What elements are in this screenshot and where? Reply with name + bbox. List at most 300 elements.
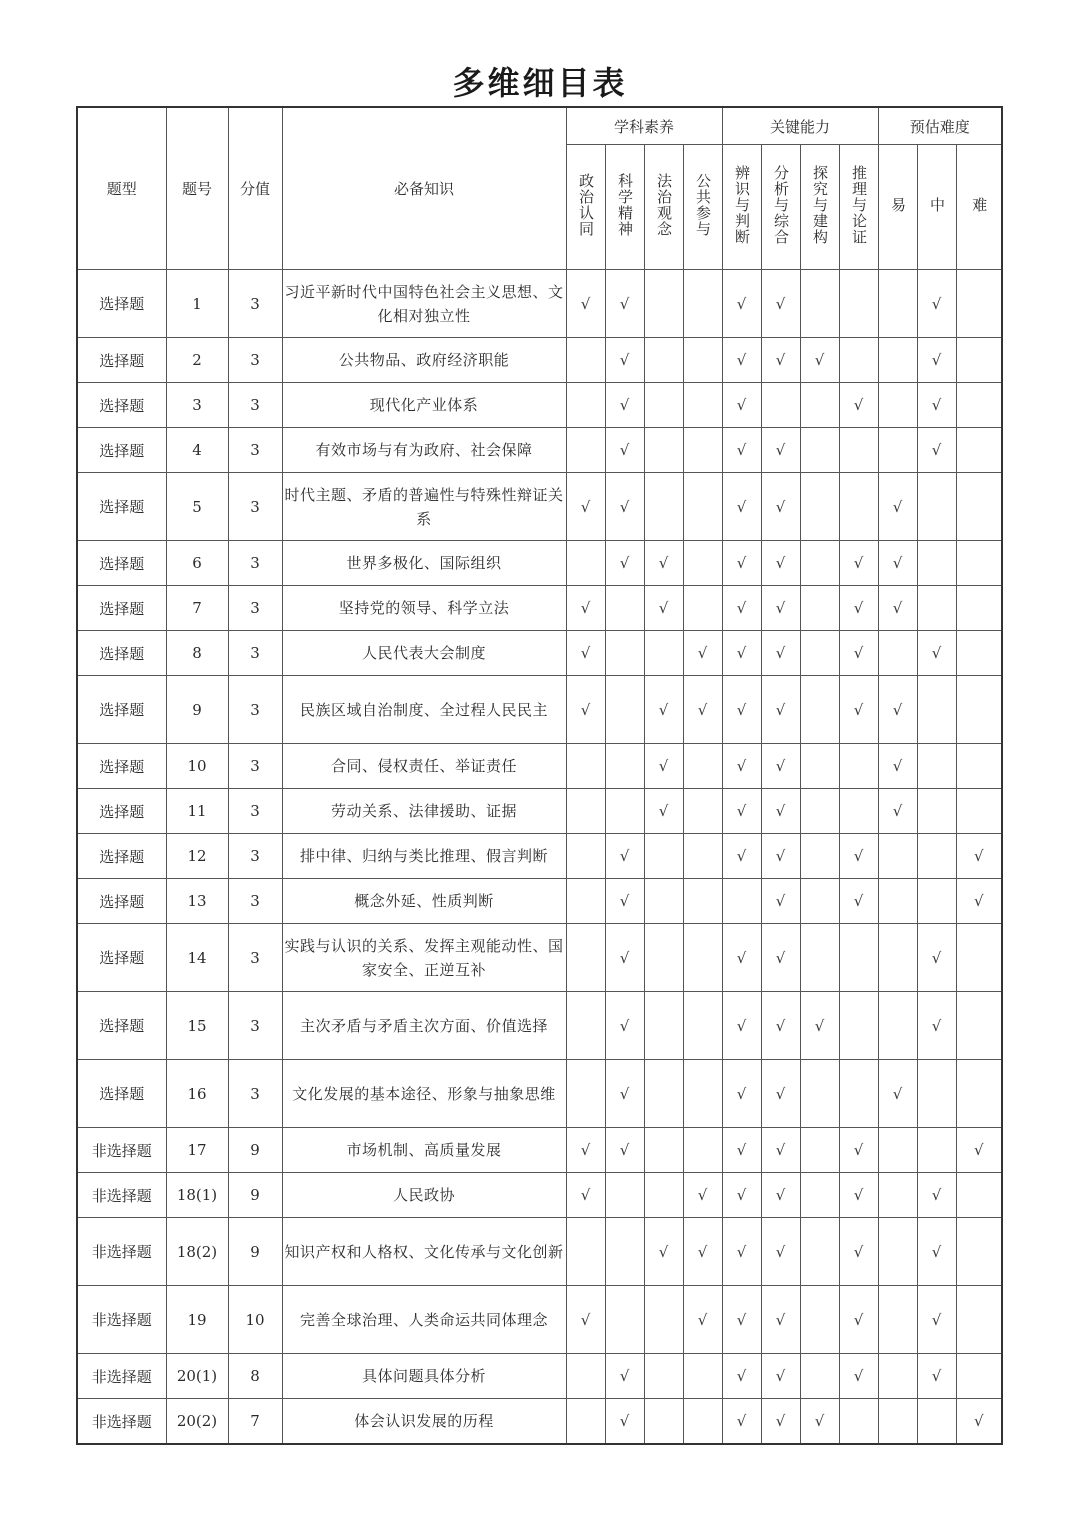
empty-cell xyxy=(644,834,683,879)
table-row xyxy=(77,1060,1002,1128)
type-cell: 选择题 xyxy=(77,631,166,676)
subheader-label: 推理与论证 xyxy=(850,165,869,245)
table-row xyxy=(77,992,1002,1060)
score-cell: 3 xyxy=(228,541,282,586)
number-cell: 3 xyxy=(166,383,228,428)
empty-cell xyxy=(566,879,605,924)
check-mark-cell: √ xyxy=(683,631,722,676)
type-cell: 选择题 xyxy=(77,879,166,924)
empty-cell xyxy=(878,1218,917,1286)
check-mark-cell: √ xyxy=(683,1286,722,1354)
empty-cell xyxy=(956,1354,1002,1399)
knowledge-cell: 实践与认识的关系、发挥主观能动性、国家安全、正逆互补 xyxy=(282,924,566,992)
type-cell: 非选择题 xyxy=(77,1173,166,1218)
empty-cell xyxy=(644,1173,683,1218)
empty-cell xyxy=(956,631,1002,676)
check-mark-cell: √ xyxy=(878,541,917,586)
empty-cell xyxy=(839,1060,878,1128)
check-mark-cell: √ xyxy=(917,428,956,473)
table-row xyxy=(77,1218,1002,1286)
empty-cell xyxy=(878,879,917,924)
check-mark-cell: √ xyxy=(683,1218,722,1286)
table-row xyxy=(77,834,1002,879)
empty-cell xyxy=(878,270,917,338)
empty-cell xyxy=(839,270,878,338)
check-mark-cell: √ xyxy=(722,1060,761,1128)
check-mark-cell: √ xyxy=(644,541,683,586)
check-mark-cell: √ xyxy=(605,541,644,586)
empty-cell xyxy=(644,428,683,473)
check-mark-cell: √ xyxy=(644,789,683,834)
check-mark-cell: √ xyxy=(722,924,761,992)
knowledge-cell: 人民政协 xyxy=(282,1173,566,1218)
check-mark-cell: √ xyxy=(761,631,800,676)
type-cell: 选择题 xyxy=(77,541,166,586)
check-mark-cell: √ xyxy=(917,992,956,1060)
empty-cell xyxy=(566,383,605,428)
check-mark-cell: √ xyxy=(761,1128,800,1173)
check-mark-cell: √ xyxy=(878,1060,917,1128)
empty-cell xyxy=(800,631,839,676)
score-cell: 8 xyxy=(228,1354,282,1399)
knowledge-cell: 知识产权和人格权、文化传承与文化创新 xyxy=(282,1218,566,1286)
empty-cell xyxy=(800,789,839,834)
check-mark-cell: √ xyxy=(566,270,605,338)
empty-cell xyxy=(956,586,1002,631)
check-mark-cell: √ xyxy=(566,631,605,676)
empty-cell xyxy=(956,744,1002,789)
check-mark-cell: √ xyxy=(605,1399,644,1445)
type-cell: 选择题 xyxy=(77,992,166,1060)
check-mark-cell: √ xyxy=(800,338,839,383)
number-cell: 8 xyxy=(166,631,228,676)
check-mark-cell: √ xyxy=(839,1218,878,1286)
check-mark-cell: √ xyxy=(722,383,761,428)
score-cell: 3 xyxy=(228,744,282,789)
check-mark-cell: √ xyxy=(761,586,800,631)
table-row xyxy=(77,541,1002,586)
score-cell: 3 xyxy=(228,270,282,338)
check-mark-cell: √ xyxy=(917,631,956,676)
header-group-difficulty: 预估难度 xyxy=(878,107,1002,145)
knowledge-cell: 人民代表大会制度 xyxy=(282,631,566,676)
check-mark-cell: √ xyxy=(917,1354,956,1399)
check-mark-cell: √ xyxy=(839,1354,878,1399)
table-row xyxy=(77,1173,1002,1218)
empty-cell xyxy=(644,1286,683,1354)
empty-cell xyxy=(800,676,839,744)
number-cell: 12 xyxy=(166,834,228,879)
empty-cell xyxy=(605,789,644,834)
empty-cell xyxy=(800,1128,839,1173)
check-mark-cell: √ xyxy=(800,992,839,1060)
empty-cell xyxy=(605,744,644,789)
check-mark-cell: √ xyxy=(644,676,683,744)
check-mark-cell: √ xyxy=(722,338,761,383)
empty-cell xyxy=(917,879,956,924)
knowledge-cell: 时代主题、矛盾的普遍性与特殊性辩证关系 xyxy=(282,473,566,541)
empty-cell xyxy=(917,1399,956,1445)
table-body xyxy=(77,270,1002,1445)
check-mark-cell: √ xyxy=(839,1286,878,1354)
check-mark-cell: √ xyxy=(761,834,800,879)
check-mark-cell: √ xyxy=(605,1128,644,1173)
empty-cell xyxy=(839,744,878,789)
empty-cell xyxy=(683,270,722,338)
empty-cell xyxy=(956,789,1002,834)
empty-cell xyxy=(800,879,839,924)
empty-cell xyxy=(683,338,722,383)
empty-cell xyxy=(605,1173,644,1218)
empty-cell xyxy=(566,1218,605,1286)
check-mark-cell: √ xyxy=(605,338,644,383)
check-mark-cell: √ xyxy=(917,1218,956,1286)
number-cell: 10 xyxy=(166,744,228,789)
check-mark-cell: √ xyxy=(761,744,800,789)
empty-cell xyxy=(566,789,605,834)
empty-cell xyxy=(878,631,917,676)
check-mark-cell: √ xyxy=(917,383,956,428)
check-mark-cell: √ xyxy=(605,473,644,541)
check-mark-cell: √ xyxy=(566,473,605,541)
empty-cell xyxy=(839,338,878,383)
empty-cell xyxy=(605,1218,644,1286)
table-row xyxy=(77,473,1002,541)
table-row xyxy=(77,383,1002,428)
check-mark-cell: √ xyxy=(878,586,917,631)
empty-cell xyxy=(683,541,722,586)
empty-cell xyxy=(839,1399,878,1445)
type-cell: 非选择题 xyxy=(77,1354,166,1399)
subheader-cell xyxy=(800,145,839,270)
knowledge-cell: 具体问题具体分析 xyxy=(282,1354,566,1399)
number-cell: 19 xyxy=(166,1286,228,1354)
empty-cell xyxy=(605,676,644,744)
table-row xyxy=(77,1354,1002,1399)
empty-cell xyxy=(800,541,839,586)
empty-cell xyxy=(800,473,839,541)
check-mark-cell: √ xyxy=(917,338,956,383)
check-mark-cell: √ xyxy=(605,924,644,992)
check-mark-cell: √ xyxy=(722,631,761,676)
subheader-cell xyxy=(839,145,878,270)
empty-cell xyxy=(605,586,644,631)
table-row xyxy=(77,428,1002,473)
empty-cell xyxy=(956,1173,1002,1218)
check-mark-cell: √ xyxy=(722,1399,761,1445)
empty-cell xyxy=(644,1060,683,1128)
check-mark-cell: √ xyxy=(722,1354,761,1399)
number-cell: 4 xyxy=(166,428,228,473)
empty-cell xyxy=(800,744,839,789)
empty-cell xyxy=(566,338,605,383)
empty-cell xyxy=(566,834,605,879)
check-mark-cell: √ xyxy=(878,676,917,744)
subheader-cell xyxy=(683,145,722,270)
table-row xyxy=(77,924,1002,992)
check-mark-cell: √ xyxy=(761,1286,800,1354)
empty-cell xyxy=(683,428,722,473)
check-mark-cell: √ xyxy=(839,383,878,428)
empty-cell xyxy=(683,992,722,1060)
empty-cell xyxy=(644,270,683,338)
score-cell: 3 xyxy=(228,428,282,473)
subheader-cell xyxy=(917,145,956,270)
check-mark-cell: √ xyxy=(722,473,761,541)
empty-cell xyxy=(956,428,1002,473)
empty-cell xyxy=(644,1128,683,1173)
score-cell: 9 xyxy=(228,1173,282,1218)
check-mark-cell: √ xyxy=(683,676,722,744)
check-mark-cell: √ xyxy=(839,676,878,744)
empty-cell xyxy=(917,1060,956,1128)
check-mark-cell: √ xyxy=(917,270,956,338)
table-row xyxy=(77,1399,1002,1445)
empty-cell xyxy=(683,834,722,879)
empty-cell xyxy=(644,473,683,541)
type-cell: 选择题 xyxy=(77,586,166,631)
check-mark-cell: √ xyxy=(761,1173,800,1218)
check-mark-cell: √ xyxy=(839,1128,878,1173)
empty-cell xyxy=(800,1354,839,1399)
number-cell: 1 xyxy=(166,270,228,338)
type-cell: 选择题 xyxy=(77,428,166,473)
number-cell: 6 xyxy=(166,541,228,586)
type-cell: 选择题 xyxy=(77,473,166,541)
knowledge-cell: 习近平新时代中国特色社会主义思想、文化相对独立性 xyxy=(282,270,566,338)
check-mark-cell: √ xyxy=(839,879,878,924)
empty-cell xyxy=(956,270,1002,338)
empty-cell xyxy=(917,834,956,879)
empty-cell xyxy=(917,744,956,789)
empty-cell xyxy=(878,1354,917,1399)
empty-cell xyxy=(683,1399,722,1445)
subheader-label: 难 xyxy=(970,197,989,213)
check-mark-cell: √ xyxy=(878,789,917,834)
empty-cell xyxy=(800,586,839,631)
check-mark-cell: √ xyxy=(605,992,644,1060)
header-score: 分值 xyxy=(228,107,282,270)
subheader-label: 公共参与 xyxy=(694,173,712,237)
empty-cell xyxy=(644,992,683,1060)
score-cell: 3 xyxy=(228,834,282,879)
knowledge-cell: 体会认识发展的历程 xyxy=(282,1399,566,1445)
knowledge-cell: 合同、侵权责任、举证责任 xyxy=(282,744,566,789)
knowledge-cell: 劳动关系、法律援助、证据 xyxy=(282,789,566,834)
subheader-label: 法治观念 xyxy=(655,173,673,237)
table-row xyxy=(77,270,1002,338)
check-mark-cell: √ xyxy=(722,1218,761,1286)
subheader-label: 分析与综合 xyxy=(772,165,791,245)
score-cell: 3 xyxy=(228,383,282,428)
check-mark-cell: √ xyxy=(605,834,644,879)
knowledge-cell: 排中律、归纳与类比推理、假言判断 xyxy=(282,834,566,879)
check-mark-cell: √ xyxy=(566,1286,605,1354)
empty-cell xyxy=(566,541,605,586)
check-mark-cell: √ xyxy=(839,586,878,631)
check-mark-cell: √ xyxy=(761,270,800,338)
empty-cell xyxy=(644,879,683,924)
empty-cell xyxy=(878,1173,917,1218)
type-cell: 选择题 xyxy=(77,1060,166,1128)
check-mark-cell: √ xyxy=(761,338,800,383)
number-cell: 2 xyxy=(166,338,228,383)
empty-cell xyxy=(878,383,917,428)
empty-cell xyxy=(839,428,878,473)
check-mark-cell: √ xyxy=(605,879,644,924)
score-cell: 3 xyxy=(228,676,282,744)
check-mark-cell: √ xyxy=(644,744,683,789)
subheader-label: 政治认同 xyxy=(577,173,595,237)
empty-cell xyxy=(956,1218,1002,1286)
check-mark-cell: √ xyxy=(722,676,761,744)
empty-cell xyxy=(956,1286,1002,1354)
empty-cell xyxy=(683,789,722,834)
empty-cell xyxy=(683,924,722,992)
empty-cell xyxy=(956,1060,1002,1128)
empty-cell xyxy=(878,428,917,473)
empty-cell xyxy=(566,428,605,473)
table-row xyxy=(77,338,1002,383)
header-group-literacy: 学科素养 xyxy=(566,107,722,145)
number-cell: 18(1) xyxy=(166,1173,228,1218)
score-cell: 9 xyxy=(228,1128,282,1173)
empty-cell xyxy=(800,1060,839,1128)
check-mark-cell: √ xyxy=(722,744,761,789)
number-cell: 5 xyxy=(166,473,228,541)
number-cell: 15 xyxy=(166,992,228,1060)
header-num: 题号 xyxy=(166,107,228,270)
score-cell: 3 xyxy=(228,631,282,676)
number-cell: 7 xyxy=(166,586,228,631)
check-mark-cell: √ xyxy=(566,1128,605,1173)
number-cell: 16 xyxy=(166,1060,228,1128)
subheader-label: 科学精神 xyxy=(616,173,634,237)
header-type: 题型 xyxy=(77,107,166,270)
score-cell: 10 xyxy=(228,1286,282,1354)
type-cell: 选择题 xyxy=(77,383,166,428)
empty-cell xyxy=(566,992,605,1060)
check-mark-cell: √ xyxy=(839,541,878,586)
check-mark-cell: √ xyxy=(956,834,1002,879)
empty-cell xyxy=(683,383,722,428)
number-cell: 20(1) xyxy=(166,1354,228,1399)
empty-cell xyxy=(800,383,839,428)
empty-cell xyxy=(956,992,1002,1060)
empty-cell xyxy=(566,924,605,992)
check-mark-cell: √ xyxy=(761,1060,800,1128)
empty-cell xyxy=(605,1286,644,1354)
check-mark-cell: √ xyxy=(644,586,683,631)
knowledge-cell: 完善全球治理、人类命运共同体理念 xyxy=(282,1286,566,1354)
type-cell: 选择题 xyxy=(77,744,166,789)
score-cell: 3 xyxy=(228,473,282,541)
number-cell: 18(2) xyxy=(166,1218,228,1286)
subheader-cell xyxy=(566,145,605,270)
empty-cell xyxy=(878,1399,917,1445)
empty-cell xyxy=(878,338,917,383)
page-title: 多维细目表 xyxy=(452,64,628,102)
check-mark-cell: √ xyxy=(761,541,800,586)
check-mark-cell: √ xyxy=(917,1173,956,1218)
empty-cell xyxy=(566,1399,605,1445)
check-mark-cell: √ xyxy=(761,789,800,834)
check-mark-cell: √ xyxy=(566,676,605,744)
check-mark-cell: √ xyxy=(761,1354,800,1399)
score-cell: 3 xyxy=(228,1060,282,1128)
knowledge-cell: 概念外延、性质判断 xyxy=(282,879,566,924)
empty-cell xyxy=(917,1128,956,1173)
check-mark-cell: √ xyxy=(839,631,878,676)
empty-cell xyxy=(956,383,1002,428)
empty-cell xyxy=(878,992,917,1060)
empty-cell xyxy=(839,992,878,1060)
score-cell: 7 xyxy=(228,1399,282,1445)
empty-cell xyxy=(683,1060,722,1128)
check-mark-cell: √ xyxy=(605,1354,644,1399)
check-mark-cell: √ xyxy=(761,676,800,744)
type-cell: 选择题 xyxy=(77,338,166,383)
empty-cell xyxy=(644,924,683,992)
table-row xyxy=(77,1128,1002,1173)
score-cell: 9 xyxy=(228,1218,282,1286)
empty-cell xyxy=(956,924,1002,992)
empty-cell xyxy=(644,1399,683,1445)
empty-cell xyxy=(800,1173,839,1218)
knowledge-cell: 公共物品、政府经济职能 xyxy=(282,338,566,383)
check-mark-cell: √ xyxy=(956,1399,1002,1445)
subheader-cell xyxy=(878,145,917,270)
knowledge-cell: 民族区域自治制度、全过程人民民主 xyxy=(282,676,566,744)
check-mark-cell: √ xyxy=(722,270,761,338)
empty-cell xyxy=(683,586,722,631)
check-mark-cell: √ xyxy=(722,1286,761,1354)
check-mark-cell: √ xyxy=(605,270,644,338)
empty-cell xyxy=(956,473,1002,541)
number-cell: 14 xyxy=(166,924,228,992)
empty-cell xyxy=(878,924,917,992)
check-mark-cell: √ xyxy=(566,1173,605,1218)
empty-cell xyxy=(839,473,878,541)
check-mark-cell: √ xyxy=(761,1399,800,1445)
check-mark-cell: √ xyxy=(605,428,644,473)
number-cell: 17 xyxy=(166,1128,228,1173)
subheader-cell xyxy=(605,145,644,270)
table-row xyxy=(77,586,1002,631)
empty-cell xyxy=(917,541,956,586)
empty-cell xyxy=(800,428,839,473)
check-mark-cell: √ xyxy=(722,1173,761,1218)
score-cell: 3 xyxy=(228,586,282,631)
empty-cell xyxy=(683,473,722,541)
table-row xyxy=(77,744,1002,789)
empty-cell xyxy=(566,1060,605,1128)
knowledge-cell: 坚持党的领导、科学立法 xyxy=(282,586,566,631)
empty-cell xyxy=(878,1128,917,1173)
empty-cell xyxy=(761,383,800,428)
check-mark-cell: √ xyxy=(878,473,917,541)
subheader-cell xyxy=(761,145,800,270)
empty-cell xyxy=(644,338,683,383)
check-mark-cell: √ xyxy=(722,586,761,631)
check-mark-cell: √ xyxy=(605,1060,644,1128)
check-mark-cell: √ xyxy=(605,383,644,428)
check-mark-cell: √ xyxy=(722,428,761,473)
table-row xyxy=(77,676,1002,744)
check-mark-cell: √ xyxy=(761,879,800,924)
subheader-cell xyxy=(956,145,1002,270)
check-mark-cell: √ xyxy=(722,992,761,1060)
